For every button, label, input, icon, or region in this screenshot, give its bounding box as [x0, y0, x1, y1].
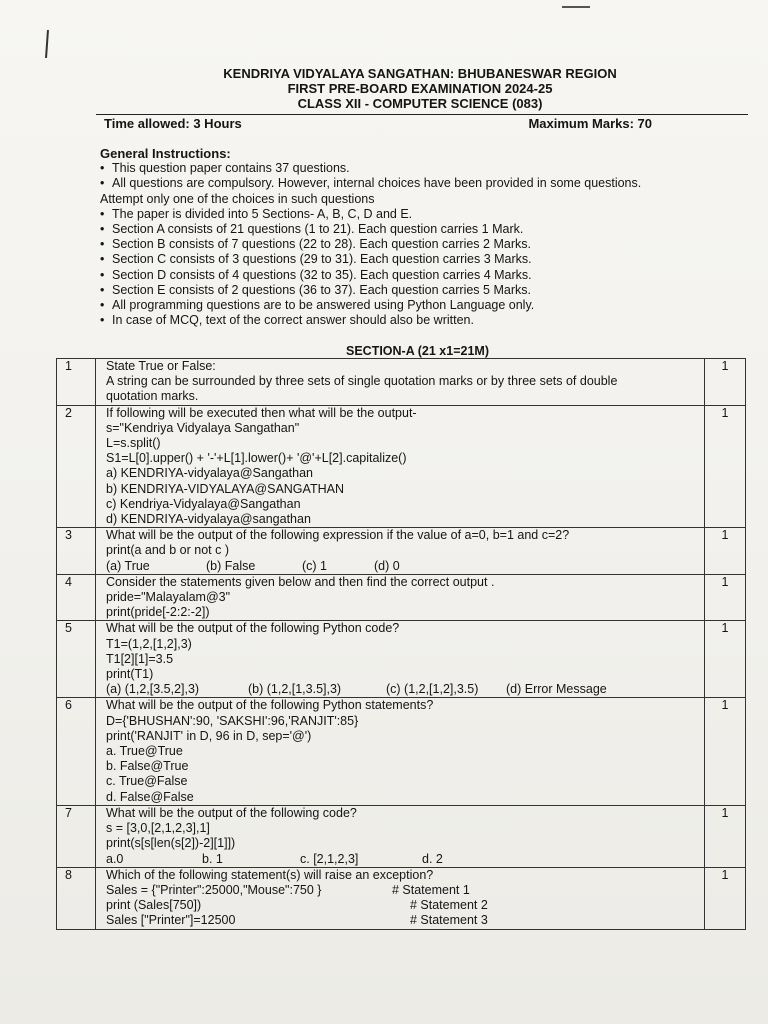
question-marks: 1 [705, 805, 746, 867]
question-row [57, 405, 746, 528]
header-organisation: KENDRIYA VIDYALAYA SANGATHAN: BHUBANESWAR REGION [223, 66, 617, 81]
question-line: Which of the following statement(s) will raise an exception? [106, 867, 434, 882]
question-row [57, 805, 746, 867]
question-marks: 1 [705, 359, 746, 406]
question-line: What will be the output of the following expression if the value of a=0, b=1 and c=2? [106, 528, 570, 543]
question-line: quotation marks. [106, 389, 199, 404]
question-body [96, 698, 705, 805]
option-line: d. False@False [106, 789, 194, 804]
option: (c) (1,2,[1,2],3.5) [386, 682, 479, 697]
option-line: c. True@False [106, 774, 188, 789]
question-line: print(a and b or not c ) [106, 543, 229, 558]
question-marks: 1 [705, 528, 746, 575]
instruction-item: • Section B consists of 7 questions (22 to 28). Each question carries 2 Marks. [100, 237, 531, 252]
question-body [96, 621, 705, 698]
question-row [57, 359, 746, 406]
question-row [57, 574, 746, 621]
questions-table [56, 358, 746, 930]
question-body [96, 805, 705, 867]
scan-mark [562, 6, 590, 8]
instruction-item: • All programming questions are to be answered using Python Language only. [100, 298, 535, 313]
statement-row [106, 898, 698, 913]
question-number: 7 [57, 805, 96, 867]
question-line: What will be the output of the following Python code? [106, 621, 400, 636]
statement-label: # Statement 1 [392, 882, 470, 897]
question-line: T1[2][1]=3.5 [106, 651, 174, 666]
question-row [57, 867, 746, 929]
instruction-item: • All questions are compulsory. However, internal choices have been provided in some questions. [100, 176, 642, 191]
question-line: What will be the output of the following code? [106, 805, 357, 820]
option: (a) True [106, 558, 150, 573]
question-line: s = [3,0,[2,1,2,3],1] [106, 821, 210, 836]
statement-code: print (Sales[750]) [106, 898, 202, 913]
question-number: 8 [57, 867, 96, 929]
general-instructions [100, 146, 730, 328]
question-marks: 1 [705, 574, 746, 621]
bullet-icon: • [100, 267, 105, 282]
question-marks: 1 [705, 405, 746, 528]
question-row [57, 621, 746, 698]
bullet-icon: • [100, 313, 105, 328]
bullet-icon: • [100, 237, 105, 252]
question-line: A string can be surrounded by three sets of single quotation marks or by three sets of double [106, 374, 618, 389]
instruction-item: • Section E consists of 2 questions (36 to 37). Each question carries 5 Marks. [100, 282, 531, 297]
statement-row [106, 913, 698, 928]
instruction-item: • Section C consists of 3 questions (29 to 31). Each question carries 3 Marks. [100, 252, 532, 267]
option: (a) (1,2,[3.5,2],3) [106, 682, 200, 697]
question-body [96, 359, 705, 406]
option-line: c) Kendriya-Vidyalaya@Sangathan [106, 496, 301, 511]
time-allowed: Time allowed: 3 Hours [104, 116, 242, 131]
question-line: Consider the statements given below and then find the correct output . [106, 574, 495, 589]
maximum-marks: Maximum Marks: 70 [528, 116, 652, 131]
bullet-icon: • [100, 206, 105, 221]
statement-label: # Statement 2 [410, 898, 488, 913]
bullet-icon: • [100, 282, 105, 297]
question-row [57, 698, 746, 805]
statement-row [106, 883, 698, 898]
option-line: d) KENDRIYA-vidyalaya@sangathan [106, 512, 311, 527]
bullet-icon: • [100, 161, 105, 176]
question-line: pride="Malayalam@3" [106, 590, 231, 605]
instruction-item: • In case of MCQ, text of the correct answer should also be written. [100, 313, 474, 328]
question-line: print(s[s[len(s[2])-2][1]]) [106, 836, 236, 851]
instruction-item-continued: Attempt only one of the choices in such questions [100, 191, 375, 206]
option: a.0 [106, 851, 124, 866]
question-line: D={'BHUSHAN':90, 'SAKSHI':96,'RANJIT':85} [106, 713, 359, 728]
question-line: print(pride[-2:2:-2]) [106, 605, 210, 620]
question-line: State True or False: [106, 359, 216, 373]
options-row [106, 559, 698, 574]
question-body [96, 528, 705, 575]
question-line: s="Kendriya Vidyalaya Sangathan" [106, 420, 300, 435]
header-subject: CLASS XII - COMPUTER SCIENCE (083) [297, 96, 543, 111]
option: (b) (1,2,[1,3.5],3) [248, 682, 342, 697]
bullet-icon: • [100, 252, 105, 267]
instruction-item: • Section A consists of 21 questions (1 to 21). Each question carries 1 Mark. [100, 222, 524, 237]
question-number: 2 [57, 405, 96, 528]
question-line: If following will be executed then what will be the output- [106, 405, 417, 420]
statement-label: # Statement 3 [410, 913, 488, 928]
question-marks: 1 [705, 621, 746, 698]
option: b. 1 [202, 851, 223, 866]
question-line: What will be the output of the following Python statements? [106, 698, 434, 713]
statement-code: Sales = {"Printer":25000,"Mouse":750 } [106, 882, 322, 897]
header-exam: FIRST PRE-BOARD EXAMINATION 2024-25 [287, 81, 553, 96]
question-marks: 1 [705, 698, 746, 805]
question-number: 6 [57, 698, 96, 805]
question-marks: 1 [705, 867, 746, 929]
option: (d) Error Message [506, 682, 607, 697]
option-line: b. False@True [106, 759, 189, 774]
question-line: print('RANJIT' in D, 96 in D, sep='@') [106, 728, 312, 743]
option: d. 2 [422, 851, 443, 866]
option-line: a) KENDRIYA-vidyalaya@Sangathan [106, 466, 314, 481]
options-row [106, 852, 698, 867]
margin-pen-mark [45, 30, 49, 58]
question-line: print(T1) [106, 667, 154, 682]
question-number: 1 [57, 359, 96, 406]
question-body [96, 574, 705, 621]
options-row [106, 682, 698, 697]
question-line: T1=(1,2,[1,2],3) [106, 636, 192, 651]
option: (b) False [206, 558, 256, 573]
question-line: L=s.split() [106, 436, 161, 451]
instruction-item: • Section D consists of 4 questions (32 to 35). Each question carries 4 Marks. [100, 267, 532, 282]
option: (d) 0 [374, 558, 400, 573]
option-line: b) KENDRIYA-VIDYALAYA@SANGATHAN [106, 481, 344, 496]
question-line: S1=L[0].upper() + '-'+L[1].lower()+ '@'+L[2].capitalize() [106, 451, 407, 466]
question-number: 4 [57, 574, 96, 621]
bullet-icon: • [100, 298, 105, 313]
bullet-icon: • [100, 222, 105, 237]
section-a-title: SECTION-A (21 x1=21M) [346, 344, 489, 358]
statement-code: Sales ["Printer"]=12500 [106, 913, 236, 928]
option-line: a. True@True [106, 744, 183, 759]
question-number: 3 [57, 528, 96, 575]
instruction-item: • The paper is divided into 5 Sections- A, B, C, D and E. [100, 206, 413, 221]
instruction-item: • This question paper contains 37 questions. [100, 161, 350, 176]
bullet-icon: • [100, 176, 105, 191]
question-number: 5 [57, 621, 96, 698]
question-body [96, 405, 705, 528]
question-body [96, 867, 705, 929]
question-row [57, 528, 746, 575]
option: c. [2,1,2,3] [300, 851, 359, 866]
option: (c) 1 [302, 558, 327, 573]
exam-meta [96, 114, 748, 133]
instructions-title: General Instructions: [100, 146, 231, 161]
paper-header [150, 66, 690, 111]
